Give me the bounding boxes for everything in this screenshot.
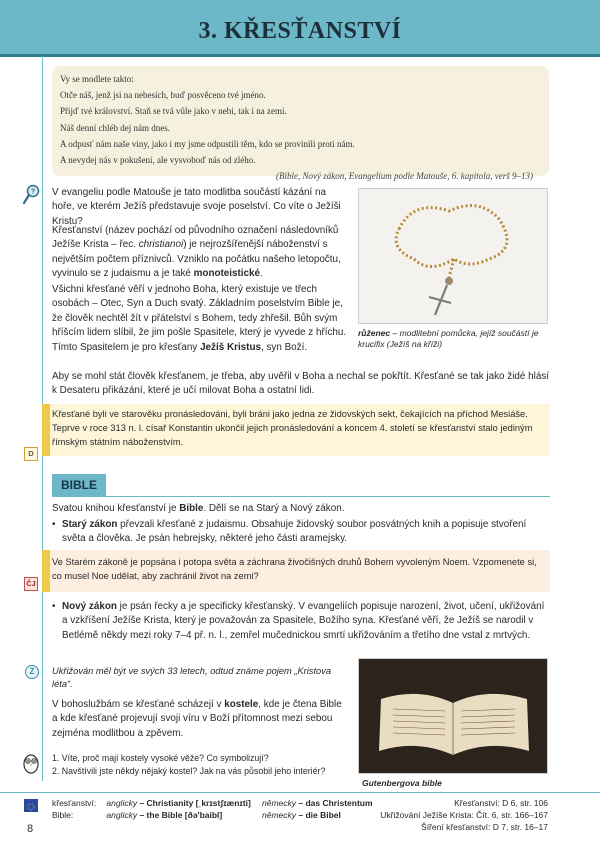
footer-lang-label: anglicky xyxy=(106,810,138,820)
footer-row-1-de xyxy=(262,798,392,809)
text-run: převzali křesťané z judaismu. Obsahuje židovský soubor posvátných knih a popisuje stvoření světa a člověka. Je psán hebrejsky, některé jeho části aramejsky. xyxy=(62,519,527,545)
church-paragraph xyxy=(52,698,348,741)
prayer-line: A nevydej nás v pokušení, ale vysvoboď nás od zlého. xyxy=(60,155,256,166)
text-run: , kde je čtena Bible a kde křesťané projevují svoji víru v Boží přítomnost mezi sebou zejména modlitbou a zpěvem. xyxy=(52,699,342,739)
gutenberg-caption: Gutenbergova bible xyxy=(362,778,442,788)
new-testament-item xyxy=(52,600,550,643)
chapter-title: 3. KŘESŤANSTVÍ xyxy=(198,18,402,44)
text-run: ) je nejrozšířenější náboženství s největším počtem příznivců. Vzniklo na počátku našeho letopočtu, vyvinulo se z judaismu a je také xyxy=(52,239,341,280)
text-run: . Dělí se na Starý a Nový zákon. xyxy=(203,503,345,514)
prayer-line: Náš denní chléb dej nám dnes. xyxy=(60,122,170,133)
caption-term: růženec xyxy=(358,328,391,338)
text-run: Ukřižován měl být ve svých 33 letech, odtud známe pojem „Kristova léta“. xyxy=(52,666,332,689)
tag-z: Z xyxy=(25,665,39,679)
intro-paragraph-2 xyxy=(52,283,348,355)
header-divider xyxy=(0,54,600,57)
prayer-source: (Bible, Nový zákon, Evangelium podle Matouše, 6. kapitola, verš 9–13) xyxy=(276,171,533,182)
footer-translation: – Christianity [ˌkrɪstʃɪænɪti] xyxy=(137,798,251,808)
literature-callout-text xyxy=(52,555,546,583)
footer-translation: – the Bible [ðə'baibl] xyxy=(137,810,223,820)
svg-text:?: ? xyxy=(30,188,36,196)
term-bible: Bible xyxy=(179,503,204,514)
term-christianoi: christianoi xyxy=(138,239,184,251)
section-rule xyxy=(52,496,550,497)
text-run: Všichni křesťané věří v jednoho Boha, který existuje ve třech osobách – Otec, Syn a Duch svatý. Základním poselstvím Bible je, že člověk nechtěl žít v přátelství s Bohem, tedy zhřešil. Bůh svým hříšcím lidem slíbil, že jim pošle Spasitele, který je vyvede z hříchu. Tímto Spasitelem je pro křesťany xyxy=(52,284,347,353)
gutenberg-bible-photo xyxy=(358,658,548,774)
text-run: , syn Boží. xyxy=(261,341,308,353)
text-run: Ve Starém zákoně je popsána i potopa světa a záchrana živočišných druhů Bohem vyvoleným Noem. Vzpomenete si, co musel Noe udělat, aby zachránil život na zemi? xyxy=(52,557,537,581)
prayer-line: Otče náš, jenž jsi na nebesích, buď posvěceno tvé jméno. xyxy=(60,90,266,101)
caption-text: – modlitební pomůcka, jejíž součástí je krucifix (Ježíš na kříži) xyxy=(358,328,539,349)
text-run: Aby se mohl stát člověk křesťanem, je třeba, aby uvěřil v Boha a nechal se pokřtít. Křesťané se tak jako židé hlásí k Desateru přikázání, které je učí milovat Boha a ostatní lidi. xyxy=(52,371,550,397)
term-monotheistic: monoteistické xyxy=(193,268,261,280)
rosary-caption xyxy=(358,328,548,350)
term-jesus-christ: Ježíš Kristus xyxy=(200,341,261,353)
eu-flag-icon xyxy=(24,799,38,809)
footer-lang-label: německy xyxy=(262,798,297,808)
bullet: • xyxy=(52,601,56,612)
tag-d: D xyxy=(24,447,38,461)
footer-lang-label: anglicky xyxy=(106,798,138,808)
rosary-photo xyxy=(358,188,548,324)
page-header xyxy=(0,0,600,56)
bullet: • xyxy=(52,519,56,530)
magnifier-icon xyxy=(22,184,40,206)
bible-intro xyxy=(52,502,550,516)
prayer-line: Přijď tvé království. Staň se tvá vůle jako v nebi, tak i na zemi. xyxy=(60,106,287,117)
tag-cj: ČJ xyxy=(24,577,38,591)
prayer-line: A odpusť nám naše viny, jako i my jsme odpustili těm, kdo se provinili proti nám. xyxy=(60,138,355,149)
page-number: 8 xyxy=(27,823,34,835)
footer-translation: – das Christentum xyxy=(296,798,373,808)
footer-ref-3: Šíření křesťanství: D 7, str. 16–17 xyxy=(421,822,548,832)
footer-term: Bible: xyxy=(52,810,74,820)
footer-divider xyxy=(0,792,600,793)
term-new-testament: Nový zákon xyxy=(62,601,117,612)
questions-list xyxy=(52,752,350,778)
term-church: kostele xyxy=(224,699,259,710)
text-run: V bohoslužbám se křesťané scházejí v xyxy=(52,699,222,710)
text-run: Svatou knihou křesťanství je xyxy=(52,503,177,514)
text-run: je psán řecky a je specificky křesťanský. V evangeliích popisuje narození, život, učení, ukřižování a vzkříšení Ježíše Krista, který je považován za Spasitele, Božího syna. Křesťané věří, že Ježíš se narodil v Betlémě někdy mezi roky 7–4 př. n. l., zemřel mučednickou smrtí ukřižováním a třetího dne vstal z mrtvých. xyxy=(62,601,545,641)
question-item: 1. Víte, proč mají kostely vysoké věže? Co symbolizují? xyxy=(52,753,269,763)
section-heading-bible: BIBLE xyxy=(52,474,106,496)
callout-accent-bar xyxy=(42,550,50,592)
intro-paragraph-3 xyxy=(52,370,550,399)
question-item: 2. Navštívili jste někdy nějaký kostel? Jak na vás působil jeho interiér? xyxy=(52,766,326,776)
callout-accent-bar xyxy=(42,404,50,456)
footer-ref-1: Křesťanství: D 6, str. 106 xyxy=(454,798,548,808)
footer-lang-label: německy xyxy=(262,810,297,820)
prayer-line: Vy se modlete takto: xyxy=(60,74,134,84)
intro-paragraph-1: Křesťanství (název pochází od původního označení následovníků Ježíše Krista – řec. christianoi) je nejrozšířenější náboženství s největším počtem příznivců. Vzniklo na počátku našeho letopočtu, vyvinulo se z judaismu a je také monoteistické. xyxy=(52,225,341,280)
intro-question-text: V evangeliu podle Matouše je tato modlitba součástí kázání na hoře, ve kterém Ježíš představuje svoje poselství. Co víte o Ježíši Kristu? xyxy=(52,187,341,227)
text-run: Křesťané byli ve starověku pronásledováni, byli bráni jako jedna ze židovských sekt, čekajících na příchod Mesiáše. Teprve v roce 313 n. l. císař Konstantin ukončil jejich pronásledování a koncem 4. století se křesťanství stalo jediným římským státním náboženstvím. xyxy=(52,409,533,447)
footer-ref-2: Ukřižování Ježíše Krista: Čít. 6, str. 166–167 xyxy=(380,810,548,820)
intro-question xyxy=(52,186,350,229)
footer-term: křesťanství: xyxy=(52,798,97,808)
text-run: Křesťanství (název pochází od původního označení následovníků Ježíše Krista – řec. xyxy=(52,225,339,251)
owl-icon xyxy=(22,752,40,774)
footer-translation: – die Bibel xyxy=(296,810,341,820)
old-testament-item xyxy=(52,518,550,547)
history-callout-text xyxy=(52,407,546,449)
prayer-box xyxy=(52,66,549,182)
term-old-testament: Starý zákon xyxy=(62,519,118,530)
note-z-text xyxy=(52,665,348,691)
